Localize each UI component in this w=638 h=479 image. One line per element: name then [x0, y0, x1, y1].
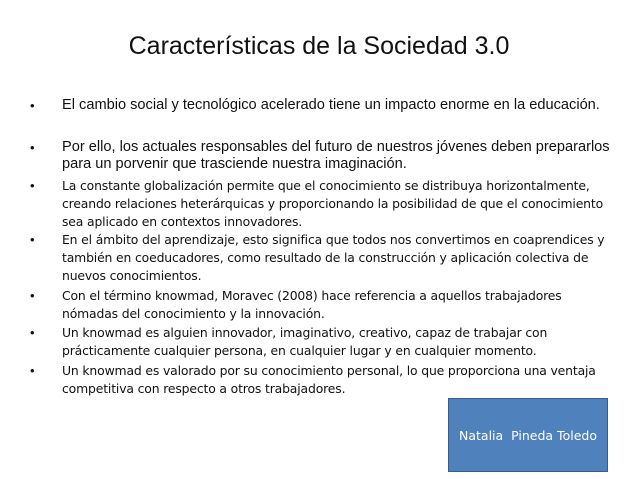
bullet-marker: • — [30, 178, 35, 193]
bullet-text: El cambio social y tecnológico acelerado tiene un impacto enorme en la educación. — [62, 97, 600, 113]
bullet-text: La constante globalización permite que el conocimiento se distribuya horizontalmente, creando relaciones heterárquicas y proporcionando la posibilidad de que el conocimiento sea aplicado en contextos innovadores. — [62, 178, 604, 229]
author-box — [448, 398, 608, 472]
bullet-marker: • — [30, 98, 35, 113]
bullet-text: En el ámbito del aprendizaje, esto significa que todos nos convertimos en coaprendices y también en coeducadores, como resultado de la construcción y aplicación colectiva de nuevos conocimientos. — [62, 232, 605, 283]
slide-title: Características de la Sociedad 3.0 — [128, 32, 510, 60]
bullet-text: Por ello, los actuales responsables del futuro de nuestros jóvenes deben prepararlos para un porvenir que trasciende nuestra imaginación. — [62, 139, 610, 172]
bullet-text: Un knowmad es valorado por su conocimiento personal, lo que proporciona una ventaja competitiva con respecto a otros trabajadores. — [62, 363, 596, 396]
bullet-marker: • — [30, 140, 35, 155]
bullet-marker: • — [30, 288, 35, 303]
bullet-marker: • — [30, 363, 35, 378]
bullet-marker: • — [30, 232, 35, 247]
bullet-marker: • — [30, 325, 35, 340]
bullet-text: Con el término knowmad, Moravec (2008) hace referencia a aquellos trabajadores nómadas del conocimiento y la innovación. — [62, 288, 562, 321]
bullet-text: Un knowmad es alguien innovador, imaginativo, creativo, capaz de trabajar con prácticamente cualquier persona, en cualquier lugar y en cualquier momento. — [62, 325, 548, 358]
author-name: Natalia Pineda Toledo — [459, 427, 597, 443]
